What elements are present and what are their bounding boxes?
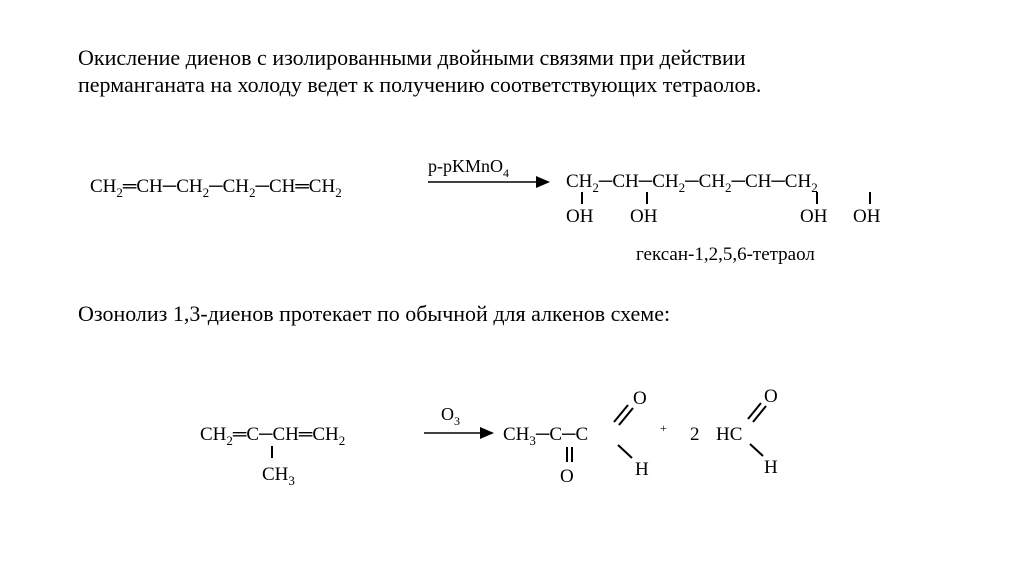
reactant-2-formula: $CH_2═C─CH═CH_2$ (200, 424, 346, 448)
reagent-2-label: $O_3$ (441, 404, 460, 428)
paragraph-1-line-2: перманганата на холоду ведет к получению соответствующих тетраолов. (78, 72, 762, 97)
formaldehyde-h-bond (750, 444, 763, 456)
aldehyde-1-double-bond-a (614, 405, 628, 422)
product-1-name: гексан-1,2,5,6-тетраол (636, 244, 815, 265)
hydroxyl-2: OH (630, 206, 658, 227)
reactant-1-formula: $CH_2═CH─CH_2─CH_2─CH═CH_2$ (90, 176, 342, 200)
formaldehyde-hydrogen: H (764, 457, 778, 478)
formaldehyde-double-bond-a (748, 403, 761, 419)
hydroxyl-6: OH (853, 206, 881, 227)
formaldehyde-hc: HC (716, 424, 743, 445)
hydroxyl-5: OH (800, 206, 828, 227)
paragraph-1-line-1: Окисление диенов с изолированными двойными связями при действии (78, 45, 746, 70)
product-2-formula: $CH_3─C─C$ (503, 424, 589, 448)
reaction-1 (90, 156, 881, 265)
reaction-2 (200, 386, 778, 488)
reagent-1-label: р-рKMnO$_4$ (428, 156, 509, 180)
reaction-1-arrow-head (536, 176, 550, 188)
reaction-2-arrow-head (480, 427, 494, 439)
product-1-formula: $CH_2─CH─CH_2─CH_2─CH─CH_2$ (566, 171, 818, 195)
paragraph-2-text: Озонолиз 1,3-диенов протекает по обычной для алкенов схеме: (78, 301, 671, 326)
plus-sign: + (660, 421, 667, 435)
formaldehyde-oxygen: O (764, 386, 778, 407)
ketone-oxygen: O (560, 466, 574, 487)
hydroxyl-1: OH (566, 206, 594, 227)
aldehyde-1-hydrogen: H (635, 459, 649, 480)
aldehyde-1-oxygen: O (633, 388, 647, 409)
aldehyde-1-h-bond (618, 445, 632, 458)
formaldehyde-double-bond-b (753, 406, 766, 422)
methyl-group: $CH_3$ (262, 464, 295, 488)
coefficient-2: 2 (690, 424, 700, 445)
aldehyde-1-double-bond-b (619, 408, 633, 425)
